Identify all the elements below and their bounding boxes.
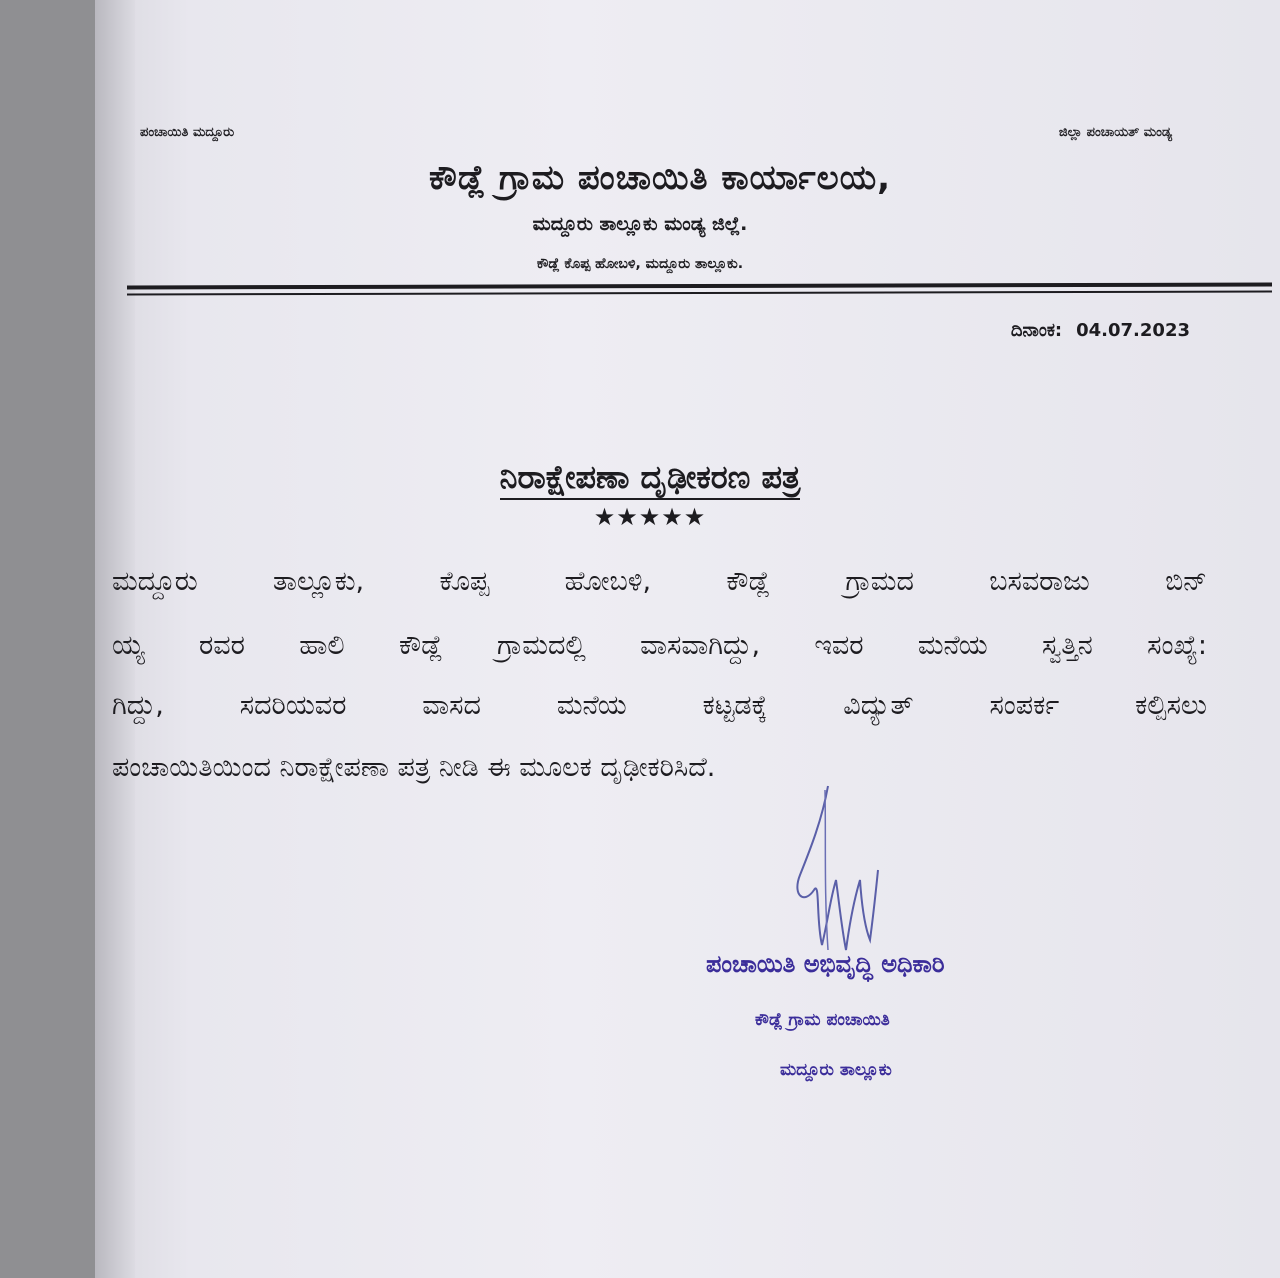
document-heading-text: ನಿರಾಕ್ಷೇಪಣಾ ದೃಢೀಕರಣ ಪತ್ರ — [500, 458, 801, 500]
office-title: ಕೌಡ್ಲೆ ಗ್ರಾಮ ಪಂಚಾಯಿತಿ ಕಾರ್ಯಾಲಯ, — [428, 158, 892, 198]
seal-designation: ಪಂಚಾಯಿತಿ ಅಭಿವೃದ್ಧಿ ಅಧಿಕಾರಿ — [706, 950, 945, 978]
body-line-4: ಪಂಚಾಯಿತಿಯಿಂದ ನಿರಾಕ್ಷೇಪಣಾ ಪತ್ರ ನೀಡಿ ಈ ಮೂಲಕ ದೃಢೀಕರಿಸಿದೆ. — [112, 752, 716, 783]
date-value: 04.07.2023 — [1076, 320, 1190, 341]
district-line: ಮದ್ದೂರು ತಾಲ್ಲೂಕು ಮಂಡ್ಯ ಜಿಲ್ಲೆ. — [532, 213, 748, 235]
handwritten-signature — [770, 780, 910, 960]
header-left-note: ಪಂಚಾಯಿತಿ ಮದ್ದೂರು — [140, 125, 235, 140]
body-line-1: ಮದ್ದೂರು ತಾಲ್ಲೂಕು, ಕೊಪ್ಪ ಹೋಬಳಿ, ಕೌಡ್ಲೆ ಗ್ರಾಮದ ಬಸವರಾಜು ಬಿನ್ — [112, 566, 1207, 597]
seal-taluk: ಮದ್ದೂರು ತಾಲ್ಲೂಕು — [780, 1060, 892, 1080]
document-heading — [0, 458, 1280, 497]
hobli-line: ಕೌಡ್ಲೆ ಕೊಪ್ಪ ಹೋಬಳಿ, ಮದ್ದೂರು ತಾಲ್ಲೂಕು. — [536, 256, 744, 272]
body-line-3: ಗಿದ್ದು, ಸದರಿಯವರ ವಾಸದ ಮನೆಯ ಕಟ್ಟಡಕ್ಕೆ ವಿದ್ಯುತ್ ಸಂಪರ್ಕ ಕಲ್ಪಿಸಲು — [112, 690, 1207, 721]
heading-stars: ★★★★★ — [593, 503, 707, 531]
header-right-note: ಜಿಲ್ಲಾ ಪಂಚಾಯತ್ ಮಂಡ್ಯ — [1058, 125, 1172, 140]
seal-panchayat: ಕೌಡ್ಲೆ ಗ್ರಾಮ ಪಂಚಾಯಿತಿ — [755, 1010, 890, 1030]
date-label: ದಿನಾಂಕ: — [1010, 320, 1063, 341]
body-line-2: ಯ್ಯ ರವರ ಹಾಲಿ ಕೌಡ್ಲೆ ಗ್ರಾಮದಲ್ಲಿ ವಾಸವಾಗಿದ್ದು, ಇವರ ಮನೆಯ ಸ್ವತ್ತಿನ ಸಂಖ್ಯೆ: — [112, 630, 1207, 661]
date-block — [1011, 320, 1190, 341]
